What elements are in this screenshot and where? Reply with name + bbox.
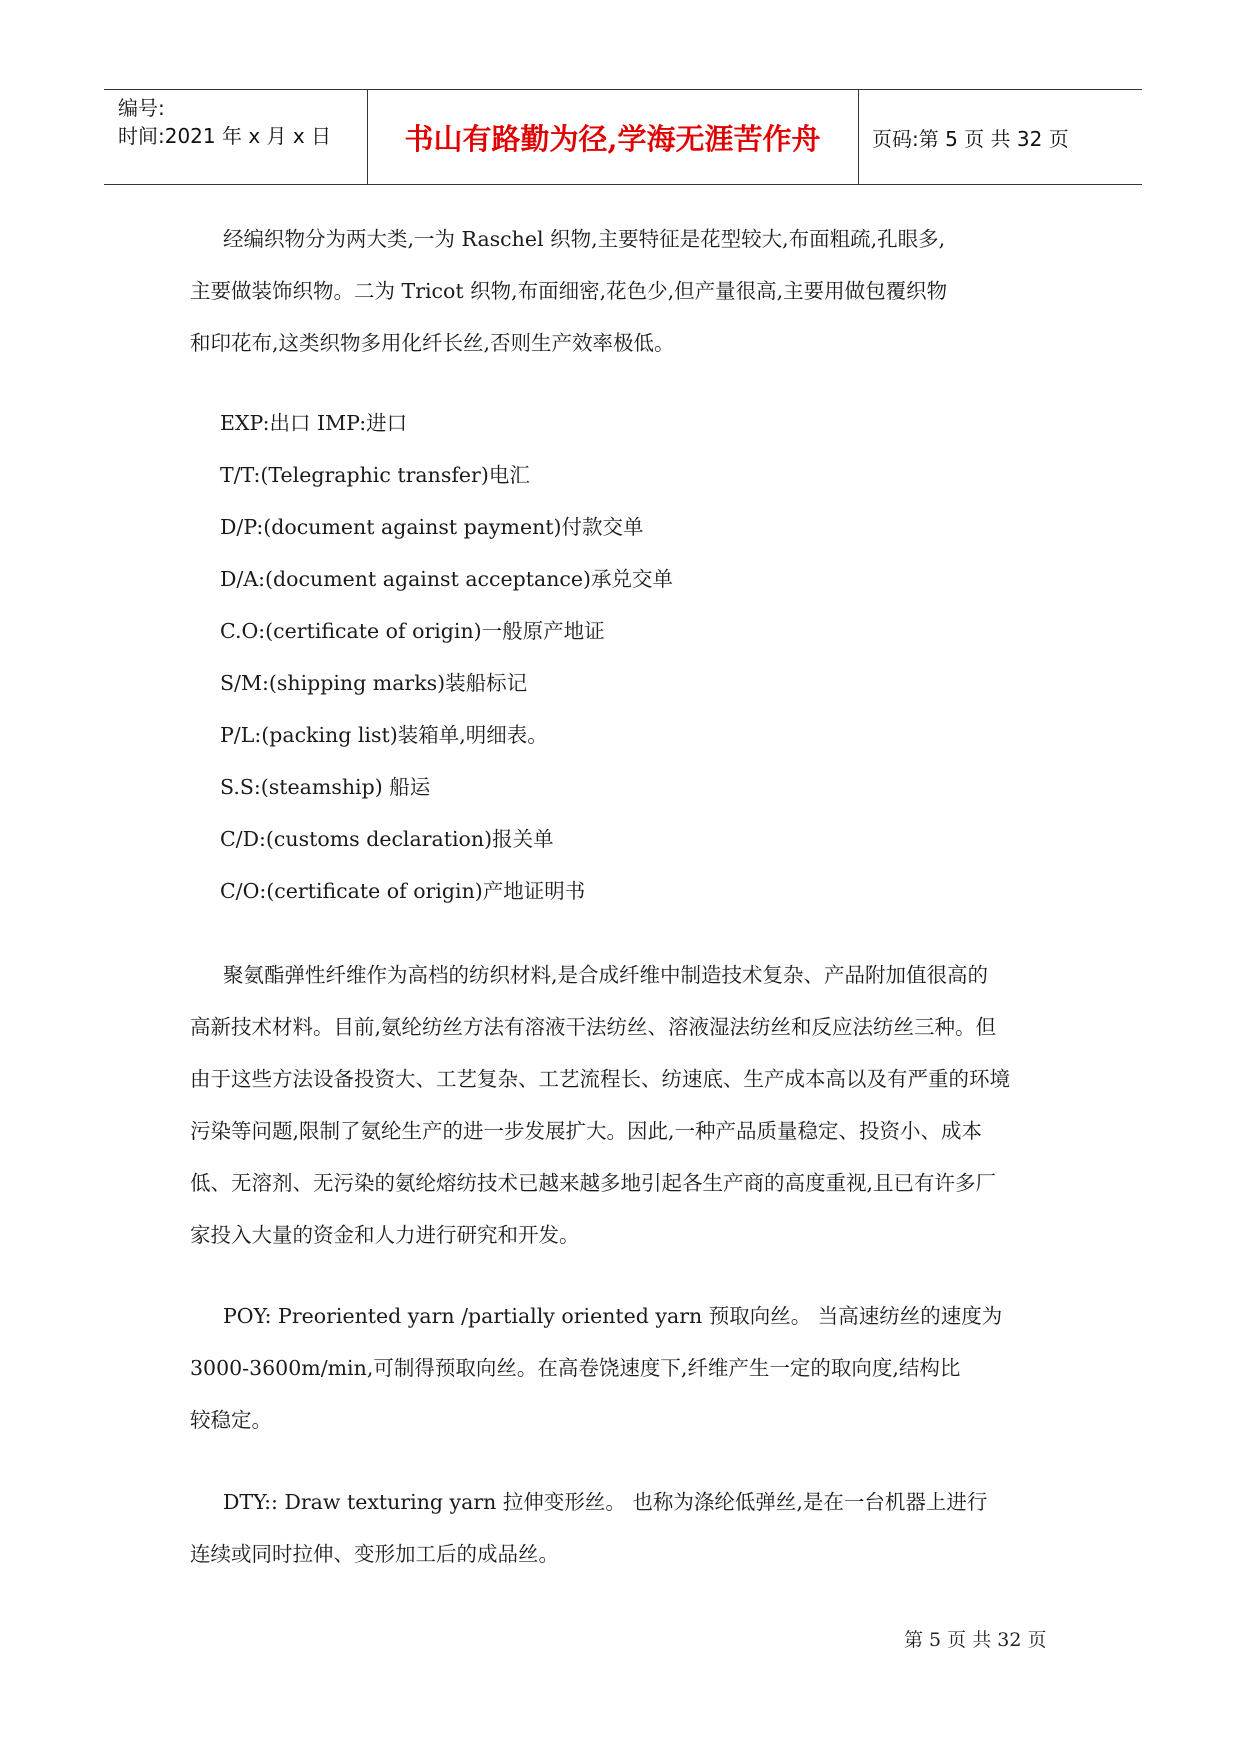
abbreviation-item: D/P:(document against payment)付款交单 (220, 515, 644, 539)
paragraph-warp-knit (190, 213, 1060, 369)
header-meta (118, 94, 331, 150)
page-footer: 第 5 页 共 32 页 (904, 1629, 1047, 1651)
paragraph-dty (190, 1476, 1060, 1580)
abbreviation-item: C/D:(customs declaration)报关单 (220, 827, 554, 851)
number-label: 编号: (118, 96, 165, 120)
text-line: 家投入大量的资金和人力进行研究和开发。 (190, 1223, 580, 1247)
abbreviation-item: S.S:(steamship) 船运 (220, 775, 431, 799)
paragraph-poy (190, 1290, 1060, 1446)
abbreviation-item: T/T:(Telegraphic transfer)电汇 (220, 463, 530, 487)
abbreviation-item: S/M:(shipping marks)装船标记 (220, 671, 528, 695)
abbreviation-list (220, 397, 673, 917)
text-line: 高新技术材料。目前,氨纶纺丝方法有溶液干法纺丝、溶液湿法纺丝和反应法纺丝三种。但 (190, 1015, 997, 1039)
text-line: 主要做装饰织物。二为 Tricot 织物,布面细密,花色少,但产量很高,主要用做包覆织物 (190, 279, 948, 303)
abbreviation-item: D/A:(document against acceptance)承兑交单 (220, 567, 674, 591)
text-line: 低、无溶剂、无污染的氨纶熔纺技术已越来越多地引起各生产商的高度重视,且已有许多厂 (190, 1171, 997, 1195)
abbreviation-item: P/L:(packing list)装箱单,明细表。 (220, 723, 548, 747)
abbreviation-item: C/O:(certificate of origin)产地证明书 (220, 879, 586, 903)
text-line: 较稳定。 (190, 1408, 272, 1432)
text-line: 聚氨酯弹性纤维作为高档的纺织材料,是合成纤维中制造技术复杂、产品附加值很高的 (223, 963, 989, 987)
text-line: DTY:: Draw texturing yarn 拉伸变形丝。 也称为涤纶低弹丝,是在一台机器上进行 (223, 1490, 988, 1514)
text-line: 经编织物分为两大类,一为 Raschel 织物,主要特征是花型较大,布面粗疏,孔眼多, (223, 227, 946, 251)
page-header (104, 89, 1142, 185)
header-divider (858, 90, 859, 184)
text-line: POY: Preoriented yarn /partially oriented yarn 预取向丝。 当高速纺丝的速度为 (223, 1304, 1003, 1328)
abbreviation-item: C.O:(certificate of origin)一般原产地证 (220, 619, 605, 643)
paragraph-spandex (190, 949, 1060, 1261)
time-label: 时间:2021 年 x 月 x 日 (118, 124, 332, 148)
header-page-label: 页码:第 5 页 共 32 页 (872, 126, 1069, 151)
text-line: 由于这些方法设备投资大、工艺复杂、工艺流程长、纺速底、生产成本高以及有严重的环境 (190, 1067, 1010, 1091)
text-line: 污染等问题,限制了氨纶生产的进一步发展扩大。因此,一种产品质量稳定、投资小、成本 (190, 1119, 983, 1143)
text-line: 和印花布,这类织物多用化纤长丝,否则生产效率极低。 (190, 331, 675, 355)
text-line: 连续或同时拉伸、变形加工后的成品丝。 (190, 1542, 559, 1566)
header-motto: 书山有路勤为径,学海无涯苦作舟 (404, 121, 821, 156)
abbreviation-item: EXP:出口 IMP:进口 (220, 411, 408, 435)
text-line: 3000-3600m/min,可制得预取向丝。在高卷饶速度下,纤维产生一定的取向度,结构比 (190, 1356, 961, 1380)
